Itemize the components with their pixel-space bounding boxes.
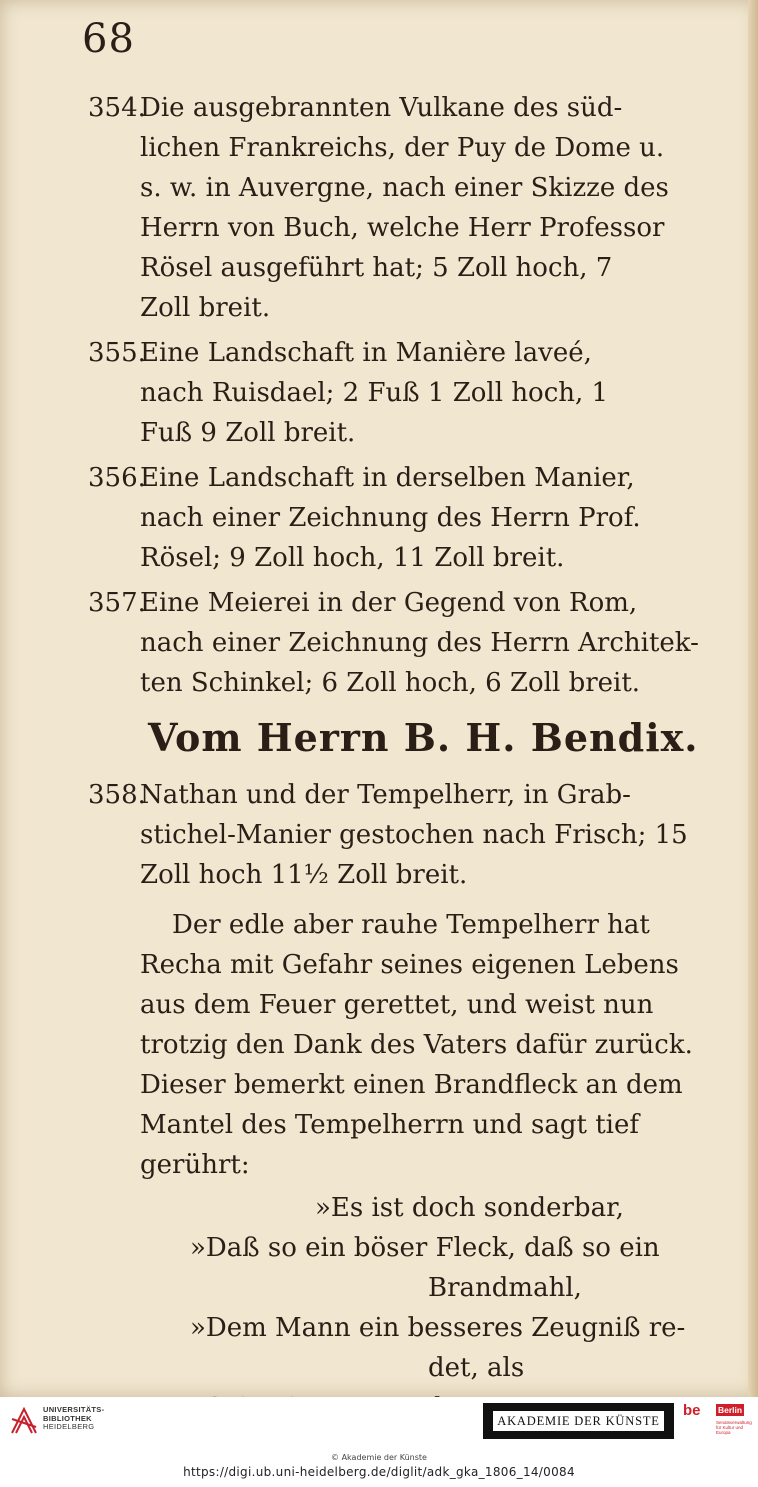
entry-line: Rösel; 9 Zoll hoch, 11 Zoll breit.	[140, 543, 565, 573]
entry-line: Zoll hoch 11½ Zoll breit.	[140, 860, 468, 890]
footer	[0, 1397, 758, 1487]
quote-line: »Es ist doch sonderbar,	[315, 1193, 624, 1223]
entry-line: Fuß 9 Zoll breit.	[140, 418, 356, 448]
entry-line: s. w. in Auvergne, nach einer Skizze des	[140, 173, 669, 203]
berlin-senate-logo[interactable]	[683, 1402, 752, 1442]
section-heading: Vom Herrn B. H. Bendix.	[148, 715, 699, 760]
entry-line: nach Ruisdael; 2 Fuß 1 Zoll hoch, 1	[140, 378, 609, 408]
source-url-link[interactable]: https://digi.ub.uni-heidelberg.de/diglit/adk_gka_1806_14/0084	[183, 1465, 575, 1479]
entry-line: Nathan und der Tempelherr, in Grab-	[140, 780, 631, 810]
description-line: Mantel des Tempelherrn und sagt tief	[140, 1110, 640, 1140]
entry-line: ten Schinkel; 6 Zoll hoch, 6 Zoll breit.	[140, 668, 641, 698]
entry-line: Die ausgebrannten Vulkane des süd-	[140, 93, 623, 123]
entry-line: Eine Landschaft in derselben Manier,	[140, 463, 635, 493]
page-number: 68	[82, 16, 135, 62]
entry-line: nach einer Zeichnung des Herrn Prof.	[140, 503, 641, 533]
entry-line: Rösel ausgeführt hat; 5 Zoll hoch, 7	[140, 253, 613, 283]
entry-number: 356.	[88, 463, 146, 493]
akademie-label: AKADEMIE DER KÜNSTE	[493, 1411, 664, 1431]
quote-line: »Daß so ein böser Fleck, daß so ein	[190, 1233, 660, 1263]
description-line: gerührt:	[140, 1150, 250, 1180]
page-edge	[748, 0, 758, 1397]
description-line: Recha mit Gefahr seines eigenen Lebens	[140, 950, 679, 980]
entry-line: lichen Frankreichs, der Puy de Dome u.	[140, 133, 665, 163]
library-name[interactable]: UNIVERSITÄTS- BIBLIOTHEK HEIDELBERG	[43, 1405, 105, 1431]
quote-line: »Dem Mann ein besseres Zeugniß re-	[190, 1313, 686, 1343]
be-logo-text: be	[683, 1402, 701, 1419]
description-line: Dieser bemerkt einen Brandfleck an dem	[140, 1070, 683, 1100]
description-line: trotzig den Dank des Vaters dafür zurück.	[140, 1030, 693, 1060]
entry-number: 358.	[88, 780, 146, 810]
akademie-logo[interactable]	[483, 1403, 674, 1439]
description-line: aus dem Feuer gerettet, und weist nun	[140, 990, 654, 1020]
quote-line: det, als	[428, 1353, 525, 1383]
entry-number: 354.	[88, 93, 146, 123]
entry-line: Zoll breit.	[140, 293, 271, 323]
entry-line: stichel-Manier gestochen nach Frisch; 15	[140, 820, 688, 850]
entry-number: 357.	[88, 588, 146, 618]
description-line: Der edle aber rauhe Tempelherr hat	[172, 910, 650, 940]
entry-number: 355.	[88, 338, 146, 368]
berlin-tag: Berlin	[718, 1405, 743, 1415]
entry-line: Herrn von Buch, welche Herr Professor	[140, 213, 665, 243]
entry-line: nach einer Zeichnung des Herrn Architek-	[140, 628, 699, 658]
entry-line: Eine Meierei in der Gegend von Rom,	[140, 588, 638, 618]
senate-text: Senatsverwaltung für Kultur und Europa	[716, 1420, 752, 1435]
university-library-logo-icon	[8, 1405, 40, 1437]
copyright-notice: © Akademie der Künste	[331, 1453, 427, 1462]
entry-line: Eine Landschaft in Manière laveé,	[140, 338, 592, 368]
quote-line: Brandmahl,	[428, 1273, 582, 1303]
